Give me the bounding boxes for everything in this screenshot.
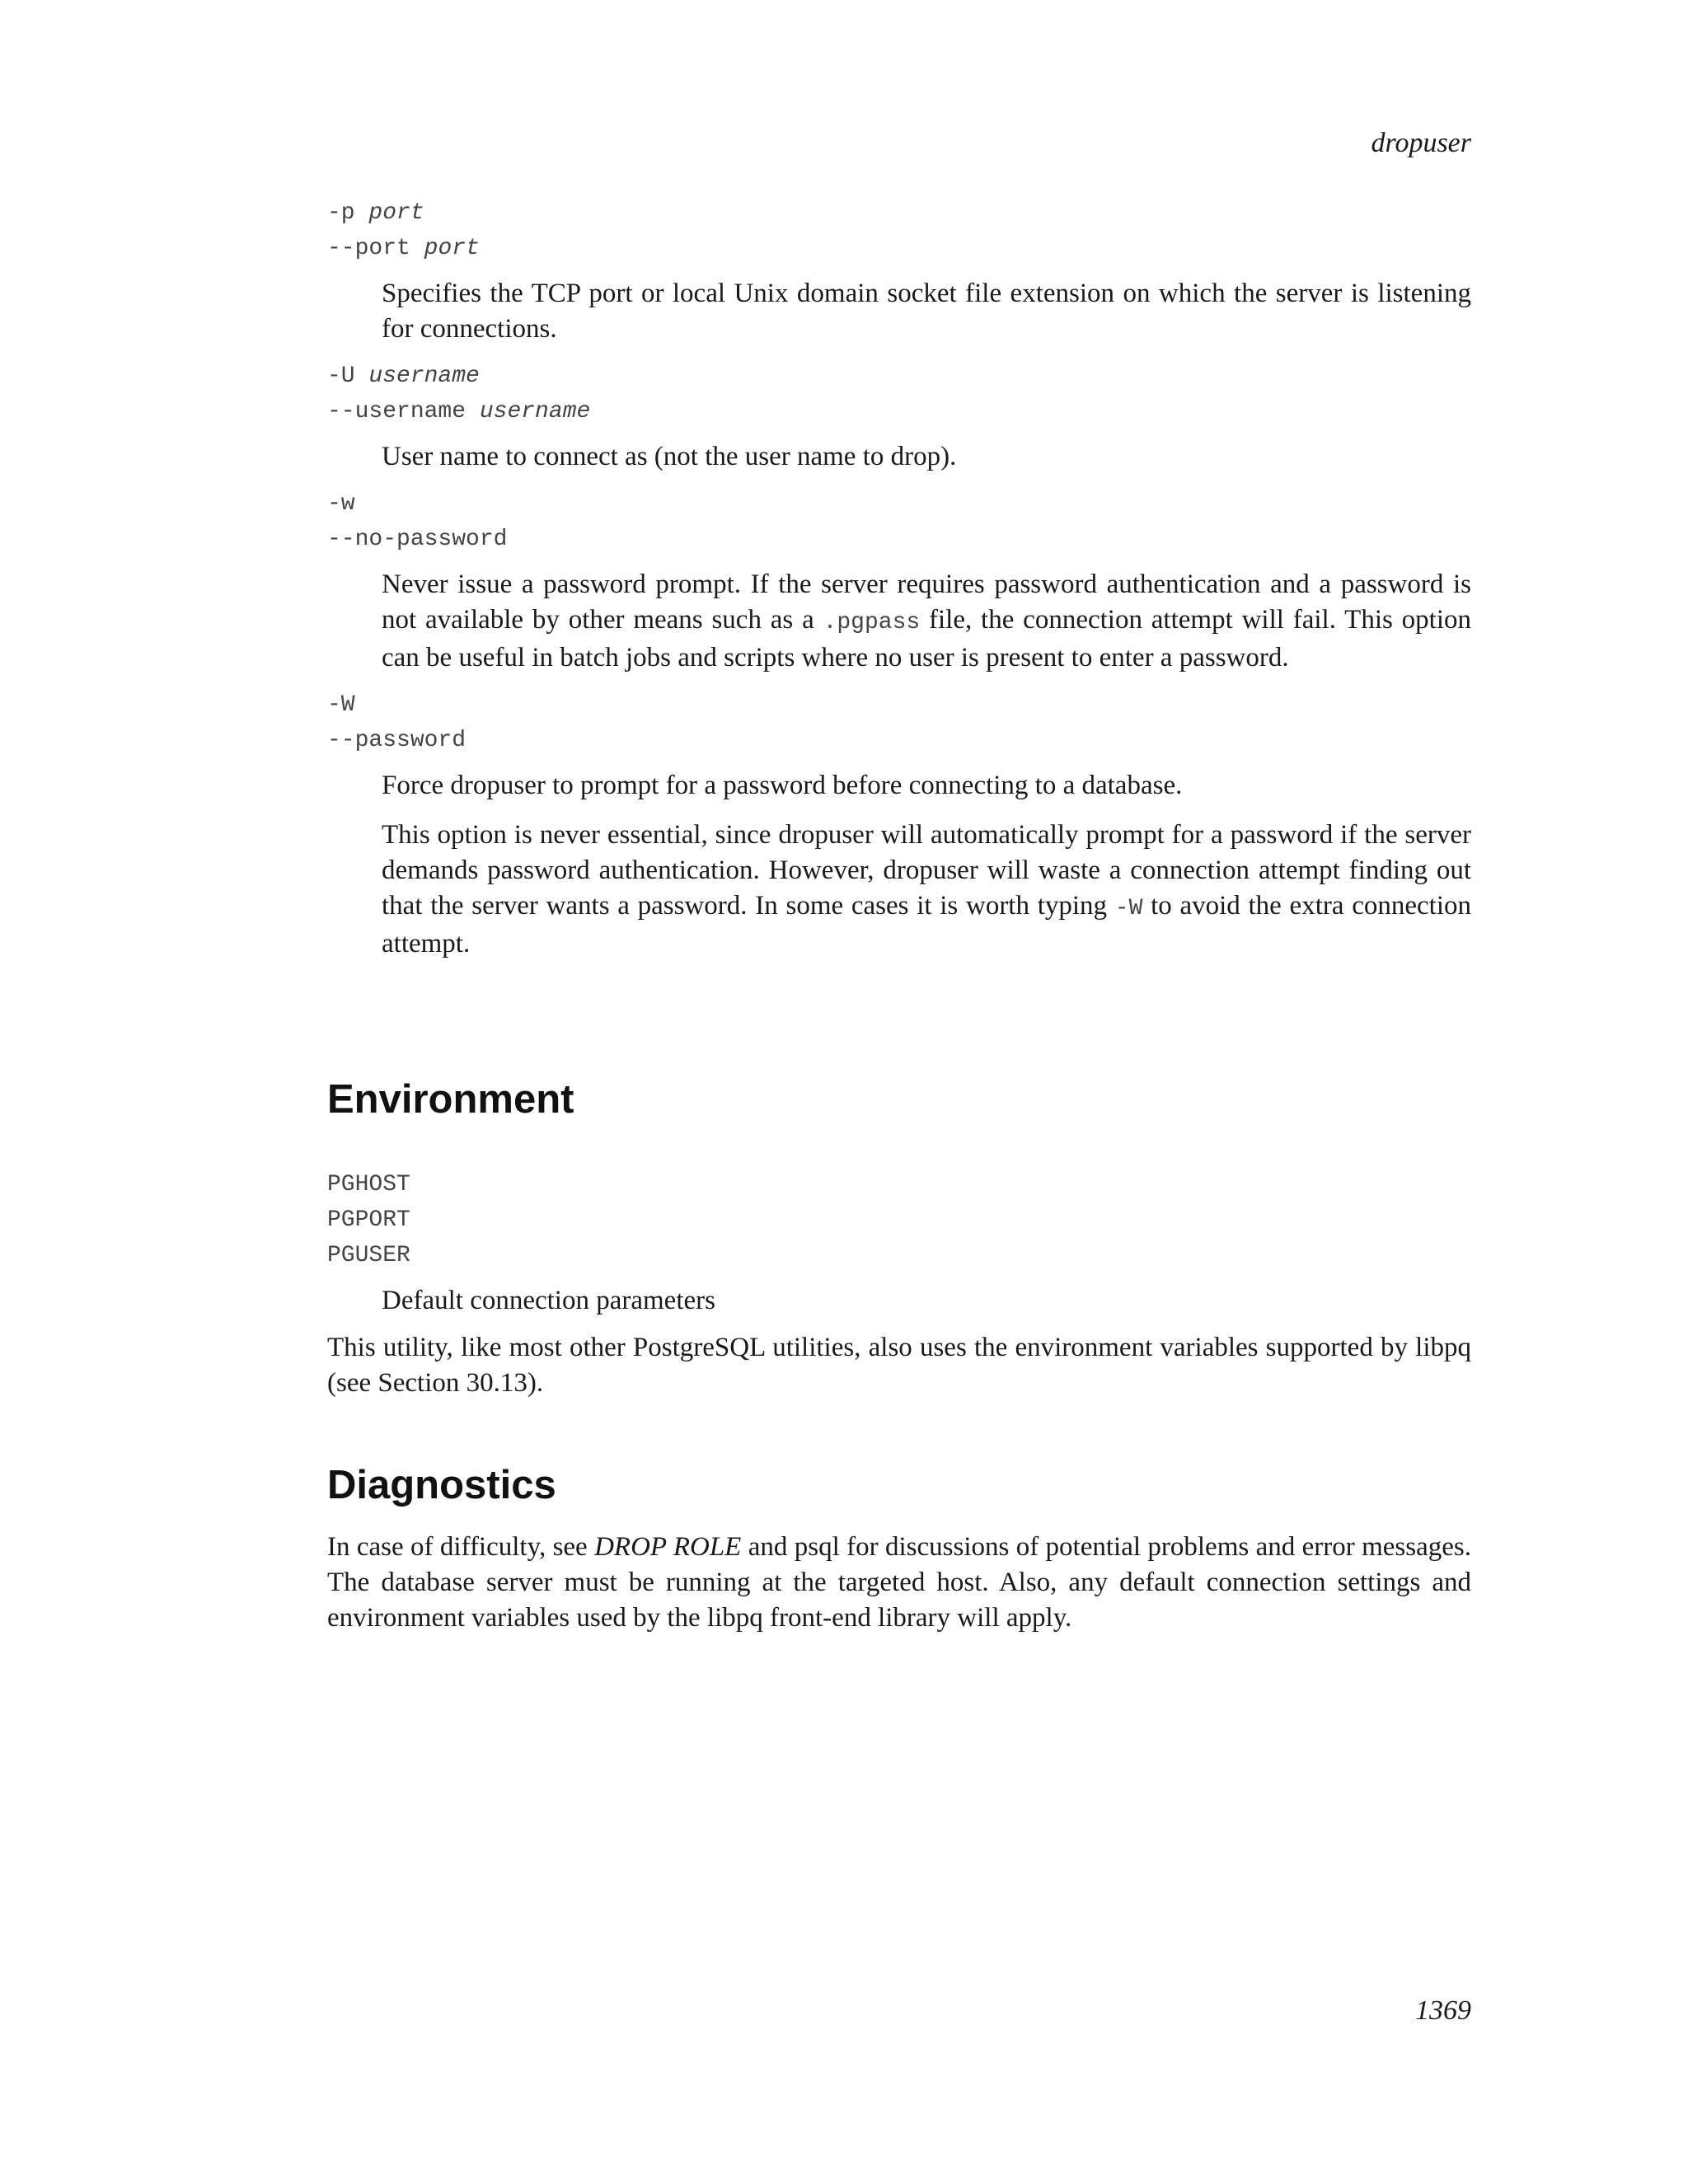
option-entry (327, 195, 1471, 347)
option-term (327, 522, 1471, 557)
option-description (382, 768, 1471, 962)
option-description (382, 439, 1471, 475)
diagnostics-text-before: In case of difficulty, see (327, 1532, 595, 1562)
description-text: to avoid the extra connection attempt. (382, 891, 1472, 958)
option-flag: -U (327, 363, 355, 389)
drop-role-reference: DROP ROLE (594, 1532, 742, 1562)
option-description-paragraph (382, 276, 1471, 347)
option-term (327, 723, 1471, 758)
env-var-pgport: PGPORT (327, 1207, 410, 1233)
diagnostics-text-after: and psql for discussions of potential problems and error messages. The database server must be running at the targeted host. Also, any default connection settings and environment variables used by the libpq front-end library will apply. (327, 1532, 1471, 1633)
description-text: Specifies the TCP port or local Unix domain socket file extension on which the server is listening for connections. (382, 279, 1471, 344)
option-description (382, 567, 1471, 676)
diagnostics-heading: Diagnostics (327, 1463, 556, 1507)
description-text: file, the connection attempt will fail. This option can be useful in batch jobs and scripts where no user is present to enter a password. (382, 605, 1471, 673)
description-text: Never issue a password prompt. If the server requires password authentication and a password is not available by other means such as a (382, 569, 1471, 635)
option-flag: --no-password (327, 527, 508, 552)
option-entry (327, 486, 1471, 676)
option-flag: --port (327, 236, 410, 261)
option-term (327, 486, 1471, 522)
option-term (327, 394, 1471, 429)
env-var-description-text: Default connection parameters (382, 1286, 715, 1315)
option-term (327, 231, 1471, 266)
page-number: 1369 (1415, 1995, 1471, 2026)
option-flag: --username (327, 399, 467, 424)
options-list (327, 195, 1471, 962)
running-header: dropuser (1371, 128, 1471, 158)
description-text: Force dropuser to prompt for a password before connecting to a database. (382, 771, 1183, 800)
option-argument: username (368, 363, 480, 389)
option-description-paragraph (382, 567, 1471, 676)
description-text: This option is never essential, since dropuser will automatically prompt for a password if the server demands password authentication. However, dropuser will waste a connection attempt finding out that the server wants a password. In some cases it is worth typing (382, 820, 1471, 921)
diagnostics-paragraph (327, 1530, 1471, 1636)
env-var-pghost: PGHOST (327, 1172, 410, 1197)
env-var-description (382, 1283, 1471, 1319)
option-argument: username (479, 399, 591, 424)
option-term (327, 195, 1471, 231)
option-flag: --password (327, 728, 467, 753)
inline-code: -W (1114, 896, 1143, 921)
option-entry (327, 359, 1471, 475)
option-argument: port (368, 200, 424, 226)
environment-variables-entry (327, 1167, 1471, 1319)
description-text: User name to connect as (not the user name to drop). (382, 442, 957, 471)
option-description-paragraph (382, 439, 1471, 475)
environment-heading: Environment (327, 1077, 574, 1122)
option-term (327, 687, 1471, 723)
env-var-pguser: PGUSER (327, 1243, 410, 1268)
option-description (382, 276, 1471, 347)
option-entry (327, 687, 1471, 962)
option-argument: port (424, 236, 480, 261)
environment-paragraph: This utility, like most other PostgreSQL utilities, also uses the environment variables supported by libpq (see Section 30.13). (327, 1333, 1471, 1398)
page-content (327, 195, 1471, 1636)
inline-code: .pgpass (823, 610, 921, 635)
option-description-paragraph (382, 818, 1471, 962)
option-flag: -p (327, 200, 355, 226)
option-term (327, 359, 1471, 394)
option-flag: -w (327, 491, 355, 517)
option-flag: -W (327, 692, 355, 718)
option-description-paragraph (382, 768, 1471, 804)
